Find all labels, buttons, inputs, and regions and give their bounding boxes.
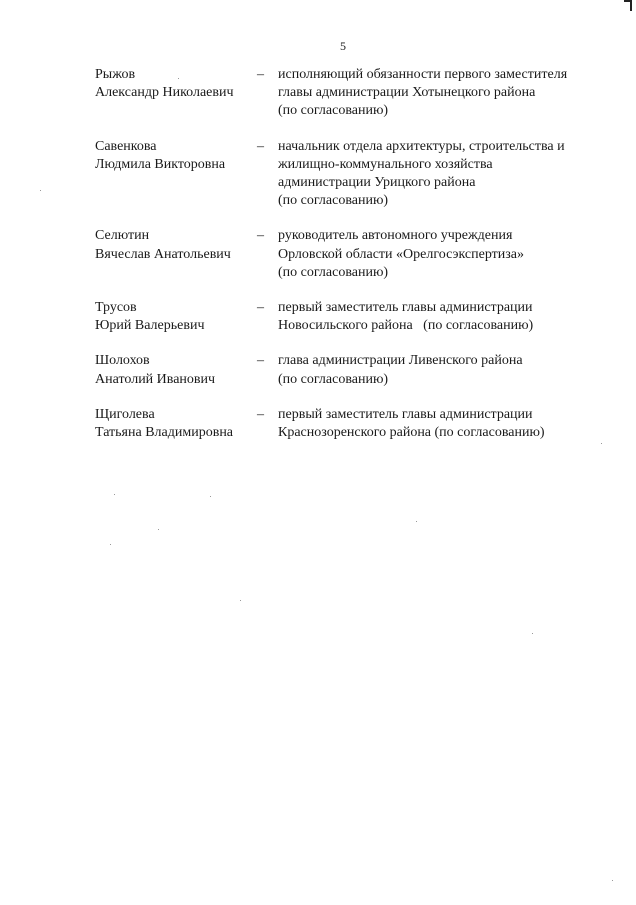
person-role [278, 227, 615, 282]
list-item [95, 227, 615, 282]
role-line: Новосильского района (по согласованию) [278, 318, 534, 334]
separator-dash: – [257, 300, 264, 316]
separator-dash: – [257, 67, 264, 82]
list-item [95, 299, 615, 335]
person-name [95, 352, 257, 388]
person-name [95, 66, 257, 121]
role-line: жилищно-коммунального хозяйства [278, 156, 493, 172]
role-line: начальник отдела архитектуры, строительства и [278, 138, 565, 154]
person-surname: Савенкова [95, 138, 157, 154]
list-item [95, 138, 615, 211]
role-line: руководитель автономного учреждения [278, 228, 513, 244]
person-role [278, 138, 615, 211]
scan-speck [240, 600, 241, 601]
separator-dash: – [257, 406, 264, 422]
scan-speck [532, 633, 533, 634]
list-item [95, 352, 615, 388]
role-line: первый заместитель главы администрации [278, 300, 533, 316]
separator-dash: – [257, 353, 264, 369]
list-item [95, 66, 615, 121]
person-name [95, 299, 257, 335]
person-given-names: Вячеслав Анатольевич [95, 246, 231, 262]
role-line: Орловской области «Орелгосэкспертиза» [278, 246, 525, 262]
member-list [95, 66, 615, 459]
role-line: (по согласованию) [278, 371, 389, 387]
person-given-names: Татьяна Владимировна [95, 425, 234, 441]
role-line: главы администрации Хотынецкого района [278, 85, 536, 101]
scan-speck [114, 494, 115, 495]
person-given-names: Людмила Викторовна [95, 156, 226, 172]
person-name [95, 138, 257, 211]
role-line: (по согласованию) [278, 103, 389, 119]
role-line: первый заместитель главы администрации [278, 406, 533, 422]
role-line: администрации Урицкого района [278, 175, 476, 191]
person-role [278, 299, 615, 335]
page-number: 5 [340, 39, 346, 53]
scan-speck [178, 78, 179, 79]
person-surname: Щиголева [95, 406, 155, 422]
person-given-names: Анатолий Иванович [95, 371, 216, 387]
person-role [278, 66, 615, 121]
person-role [278, 406, 615, 442]
person-surname: Селютин [95, 228, 150, 244]
person-given-names: Юрий Валерьевич [95, 318, 205, 334]
scan-corner-mark [624, 0, 632, 11]
separator-dash: – [257, 228, 264, 244]
scan-speck [110, 544, 111, 545]
person-surname: Рыжов [95, 67, 136, 82]
person-surname: Трусов [95, 300, 137, 316]
scan-speck [210, 496, 211, 497]
role-line: глава администрации Ливенского района [278, 353, 523, 369]
person-given-names: Александр Николаевич [95, 85, 234, 101]
separator-dash: – [257, 138, 264, 154]
role-line: (по согласованию) [278, 264, 389, 280]
scan-speck [416, 521, 417, 522]
person-name [95, 227, 257, 282]
person-name [95, 406, 257, 442]
scan-speck [158, 529, 159, 530]
scan-speck [40, 190, 41, 191]
scan-speck [612, 880, 613, 881]
role-line: Краснозоренского района (по согласованию) [278, 425, 545, 441]
role-line: (по согласованию) [278, 193, 389, 209]
list-item [95, 406, 615, 442]
person-role [278, 352, 615, 388]
role-line: исполняющий обязанности первого заместителя [278, 67, 568, 82]
scan-speck [601, 443, 602, 444]
person-surname: Шолохов [95, 353, 150, 369]
